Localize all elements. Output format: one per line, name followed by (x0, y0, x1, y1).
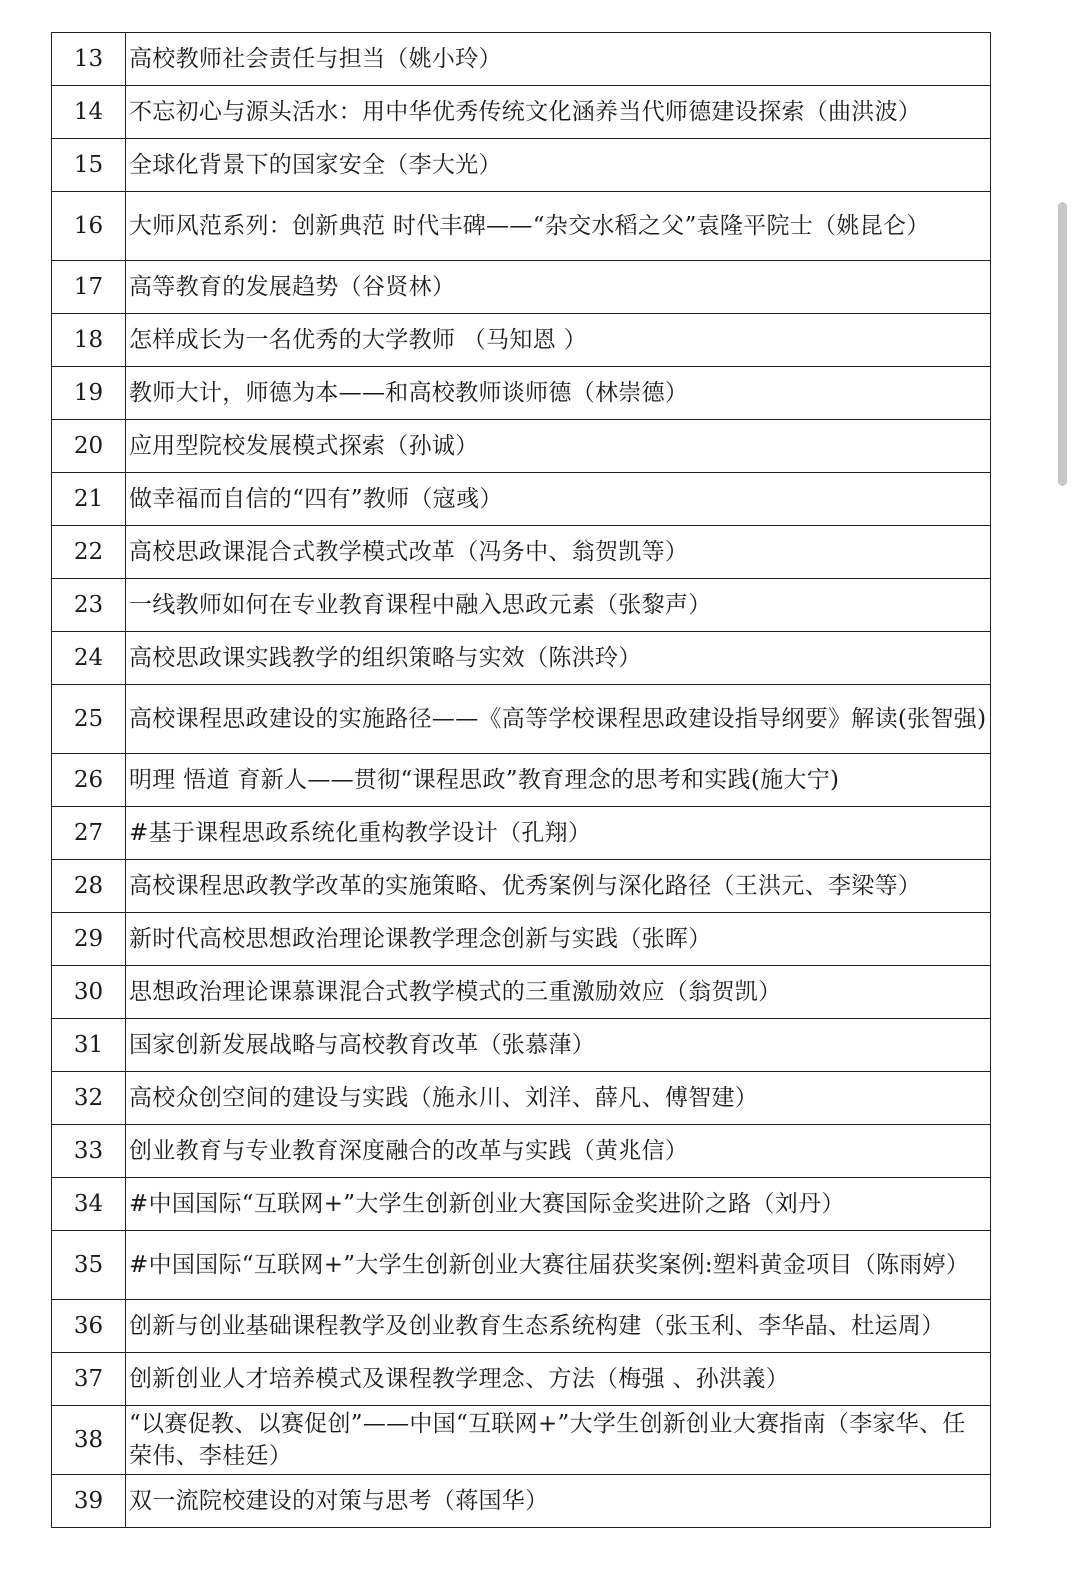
table-row (52, 685, 991, 754)
row-number: 15 (52, 139, 126, 192)
table-row (52, 1353, 991, 1406)
table-row (52, 860, 991, 913)
course-title: 创业教育与专业教育深度融合的改革与实践（黄兆信） (126, 1125, 991, 1178)
row-number: 35 (52, 1231, 126, 1300)
table-row (52, 1300, 991, 1353)
course-title: 不忘初心与源头活水：用中华优秀传统文化涵养当代师德建设探索（曲洪波） (126, 86, 991, 139)
row-number: 27 (52, 807, 126, 860)
table-row (52, 913, 991, 966)
course-title: 国家创新发展战略与高校教育改革（张慕葏） (126, 1019, 991, 1072)
row-number: 16 (52, 192, 126, 261)
table-row (52, 139, 991, 192)
course-title: 高校课程思政教学改革的实施策略、优秀案例与深化路径（王洪元、李梁等） (126, 860, 991, 913)
course-title: 创新与创业基础课程教学及创业教育生态系统构建（张玉利、李华晶、杜运周） (126, 1300, 991, 1353)
table-row (52, 192, 991, 261)
table-row (52, 420, 991, 473)
table-body (52, 33, 991, 1528)
course-title: 新时代高校思想政治理论课教学理念创新与实践（张晖） (126, 913, 991, 966)
table-row (52, 1125, 991, 1178)
course-title: 高校思政课混合式教学模式改革（冯务中、翁贺凯等） (126, 526, 991, 579)
row-number: 20 (52, 420, 126, 473)
table-row (52, 526, 991, 579)
course-title: #基于课程思政系统化重构教学设计（孔翔） (126, 807, 991, 860)
table-row (52, 367, 991, 420)
table-row (52, 33, 991, 86)
row-number: 26 (52, 754, 126, 807)
row-number: 24 (52, 632, 126, 685)
course-title: 大师风范系列：创新典范 时代丰碑——“杂交水稻之父”袁隆平院士（姚昆仑） (126, 192, 991, 261)
course-title: 明理 悟道 育新人——贯彻“课程思政”教育理念的思考和实践(施大宁) (126, 754, 991, 807)
table-row (52, 1406, 991, 1475)
row-number: 39 (52, 1475, 126, 1528)
course-title: 高校课程思政建设的实施路径——《高等学校课程思政建设指导纲要》解读(张智强) (126, 685, 991, 754)
row-number: 32 (52, 1072, 126, 1125)
table-row (52, 1072, 991, 1125)
row-number: 37 (52, 1353, 126, 1406)
row-number: 14 (52, 86, 126, 139)
course-title: 应用型院校发展模式探索（孙诚） (126, 420, 991, 473)
table-row (52, 86, 991, 139)
table-row (52, 1178, 991, 1231)
course-title: 高等教育的发展趋势（谷贤林） (126, 261, 991, 314)
row-number: 28 (52, 860, 126, 913)
course-title: #中国国际“互联网+”大学生创新创业大赛往届获奖案例:塑料黄金项目（陈雨婷） (126, 1231, 991, 1300)
row-number: 38 (52, 1406, 126, 1475)
row-number: 17 (52, 261, 126, 314)
course-title: 教师大计，师德为本——和高校教师谈师德（林崇德） (126, 367, 991, 420)
row-number: 23 (52, 579, 126, 632)
course-title: 高校众创空间的建设与实践（施永川、刘洋、薛凡、傅智建） (126, 1072, 991, 1125)
course-title: 做幸福而自信的“四有”教师（寇彧） (126, 473, 991, 526)
table-row (52, 966, 991, 1019)
table-row (52, 807, 991, 860)
course-title: 高校思政课实践教学的组织策略与实效（陈洪玲） (126, 632, 991, 685)
course-title: 全球化背景下的国家安全（李大光） (126, 139, 991, 192)
row-number: 36 (52, 1300, 126, 1353)
row-number: 22 (52, 526, 126, 579)
course-title: 怎样成长为一名优秀的大学教师 （马知恩 ） (126, 314, 991, 367)
vertical-scrollbar[interactable] (1058, 202, 1067, 486)
course-title: #中国国际“互联网+”大学生创新创业大赛国际金奖进阶之路（刘丹） (126, 1178, 991, 1231)
row-number: 25 (52, 685, 126, 754)
row-number: 33 (52, 1125, 126, 1178)
table-row (52, 261, 991, 314)
table-row (52, 632, 991, 685)
course-title: “以赛促教、以赛促创”——中国“互联网+”大学生创新创业大赛指南（李家华、任荣伟、李桂廷） (126, 1406, 991, 1475)
row-number: 29 (52, 913, 126, 966)
row-number: 21 (52, 473, 126, 526)
course-title: 双一流院校建设的对策与思考（蒋国华） (126, 1475, 991, 1528)
row-number: 18 (52, 314, 126, 367)
table-row (52, 473, 991, 526)
row-number: 30 (52, 966, 126, 1019)
row-number: 31 (52, 1019, 126, 1072)
course-list-table (51, 32, 991, 1528)
table-row (52, 1475, 991, 1528)
course-title: 高校教师社会责任与担当（姚小玲） (126, 33, 991, 86)
course-title: 创新创业人才培养模式及课程教学理念、方法（梅强 、孙洪義） (126, 1353, 991, 1406)
row-number: 34 (52, 1178, 126, 1231)
course-title: 思想政治理论课慕课混合式教学模式的三重激励效应（翁贺凯） (126, 966, 991, 1019)
course-title: 一线教师如何在专业教育课程中融入思政元素（张黎声） (126, 579, 991, 632)
row-number: 19 (52, 367, 126, 420)
row-number: 13 (52, 33, 126, 86)
table-row (52, 579, 991, 632)
table-row (52, 314, 991, 367)
table-row (52, 1019, 991, 1072)
table-row (52, 1231, 991, 1300)
table-row (52, 754, 991, 807)
